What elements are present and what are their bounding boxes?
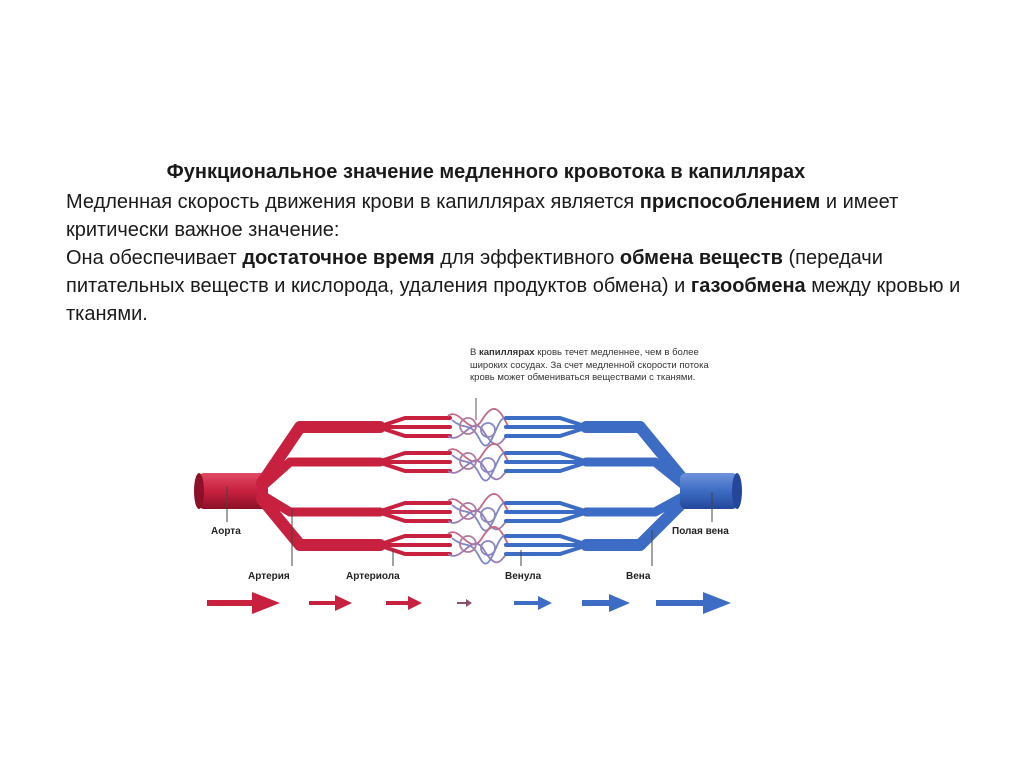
label-leaders — [227, 486, 712, 566]
label-aorta: Аорта — [211, 526, 241, 537]
flow-arrow-1 — [207, 592, 280, 614]
p1-text-1: Медленная скорость движения крови в капиллярах является — [66, 191, 640, 213]
flow-arrow-5 — [514, 596, 552, 610]
callout-text-1: В — [470, 347, 479, 358]
aorta-opening — [194, 473, 204, 509]
flow-arrow-7 — [656, 592, 731, 614]
p1-text-2: и имеет критически важное значение: — [66, 191, 899, 241]
artery-mid-lower — [262, 495, 380, 512]
label-arteriole: Артериола — [346, 571, 400, 582]
capillary-bed-2 — [448, 444, 508, 481]
label-vena-cava: Полая вена — [672, 526, 729, 537]
flow-speed-arrows — [207, 592, 731, 614]
capillary-bed-4 — [448, 527, 508, 564]
page-title: Функциональное значение медленного кровотока в капиллярах — [166, 161, 806, 183]
label-vein: Вена — [626, 571, 651, 582]
p2-text-3: (передачи питательных веществ и кислорода, удаления продуктов обмена) и — [66, 247, 883, 297]
aorta — [198, 473, 268, 509]
vena-cava-opening — [732, 473, 742, 509]
flow-arrow-4 — [457, 599, 472, 607]
p2-bold-2: обмена веществ — [619, 247, 783, 269]
flow-arrow-3 — [386, 596, 422, 610]
flow-arrow-2 — [309, 595, 352, 611]
label-artery: Артерия — [248, 571, 290, 582]
capillary-bed-1 — [448, 409, 508, 446]
capillary-bed-3 — [448, 494, 508, 531]
callout-bold-1: капиллярах — [478, 347, 535, 358]
label-venule: Венула — [505, 571, 542, 582]
vena-cava — [680, 473, 738, 509]
p1-bold-1: приспособлением — [639, 191, 821, 213]
artery-mid-upper — [262, 462, 380, 487]
capillary-beds — [448, 409, 508, 564]
p2-bold-1: достаточное время — [242, 247, 435, 269]
p2-bold-3: газообмена — [690, 275, 806, 297]
venules — [506, 418, 588, 554]
flow-arrow-6 — [582, 594, 630, 612]
p2-text-1: Она обеспечивает — [66, 247, 243, 269]
callout-text-2: кровь течет медленнее, чем в более широких сосудах. За счет медленной скорости потока кровь может обмениваться веществами с тканями. — [470, 347, 709, 383]
arterioles — [378, 418, 450, 554]
p2-text-2: для эффективного — [434, 247, 620, 269]
p2-text-4: между кровью и тканями. — [66, 275, 961, 325]
